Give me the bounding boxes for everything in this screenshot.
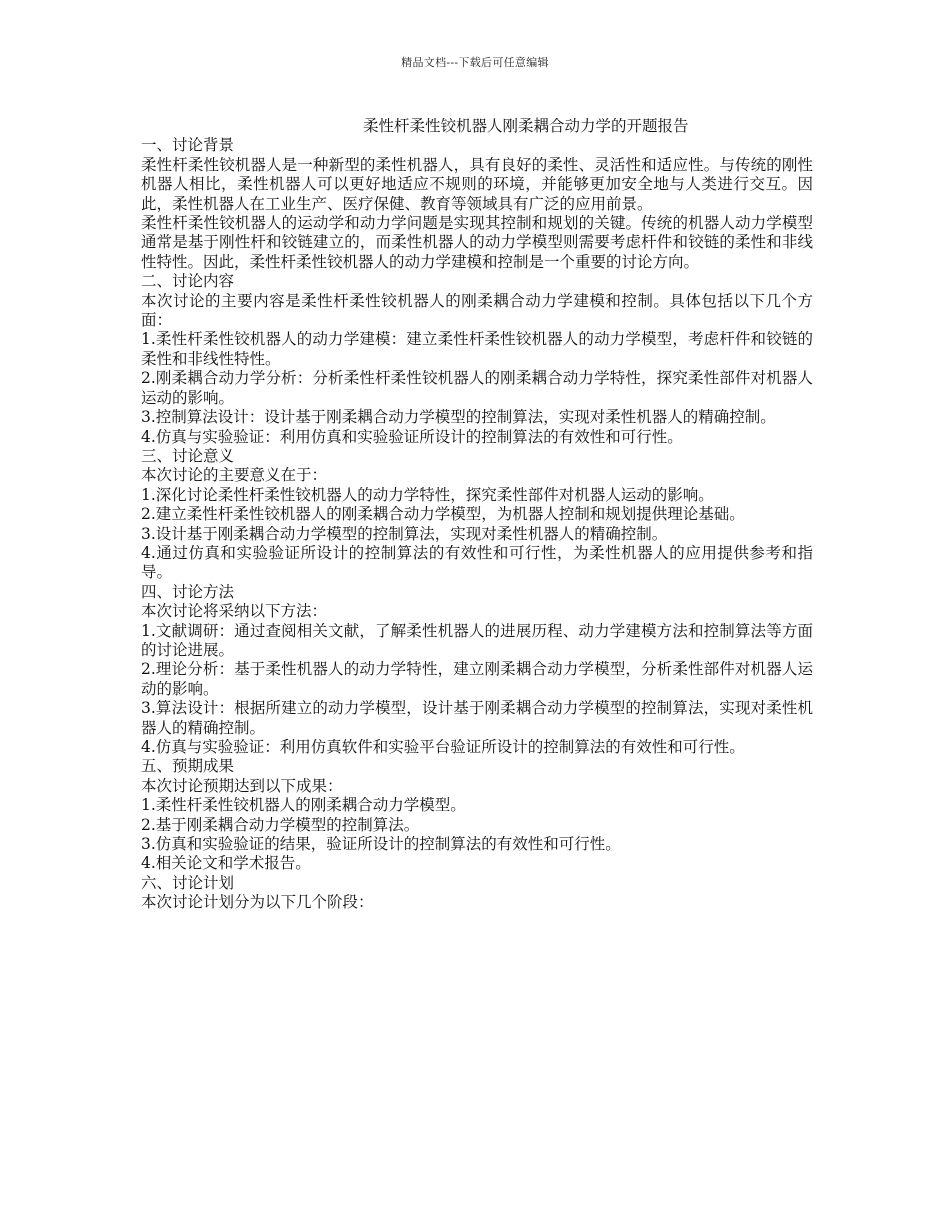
list-item: 3.控制算法设计：设计基于刚柔耦合动力学模型的控制算法，实现对柔性机器人的精确控制。 — [141, 408, 776, 427]
list-item: 1.柔性杆柔性铰机器人的刚柔耦合动力学模型。 — [141, 796, 466, 815]
list-item: 2.建立柔性杆柔性铰机器人的刚柔耦合动力学模型，为机器人控制和规划提供理论基础。 — [141, 505, 745, 524]
list-item: 3.设计基于刚柔耦合动力学模型的控制算法，实现对柔性机器人的精确控制。 — [141, 524, 668, 543]
list-item: 4.仿真与实验验证：利用仿真和实验验证所设计的控制算法的有效性和可行性。 — [141, 427, 683, 446]
list-item: 2.理论分析：基于柔性机器人的动力学特性，建立刚柔耦合动力学模型，分析柔性部件对机器人运动的影响。 — [141, 660, 813, 698]
list-item: 4.相关论文和学术报告。 — [141, 854, 311, 873]
section-heading: 四、讨论方法 — [141, 582, 235, 601]
section-heading: 五、预期成果 — [141, 757, 235, 776]
section-heading: 六、讨论计划 — [141, 873, 235, 892]
section-heading: 一、讨论背景 — [141, 136, 235, 155]
list-item: 1.深化讨论柔性杆柔性铰机器人的动力学特性，探究柔性部件对机器人运动的影响。 — [141, 485, 714, 504]
section-intro: 本次讨论的主要意义在于： — [141, 466, 328, 485]
section-expected-results — [141, 757, 813, 873]
section-methods — [141, 583, 813, 758]
section-intro: 本次讨论将采纳以下方法： — [141, 602, 328, 621]
list-item: 1.文献调研：通过查阅相关文献，了解柔性机器人的进展历程、动力学建模方法和控制算法等方面的讨论进展。 — [141, 621, 813, 659]
section-plan — [141, 874, 813, 913]
list-item: 1.柔性杆柔性铰机器人的动力学建模：建立柔性杆柔性铰机器人的动力学模型，考虑杆件和铰链的柔性和非线性特性。 — [141, 330, 813, 368]
list-item: 2.基于刚柔耦合动力学模型的控制算法。 — [141, 815, 420, 834]
document-body — [141, 117, 813, 913]
list-item: 4.通过仿真和实验验证所设计的控制算法的有效性和可行性，为柔性机器人的应用提供参考和指导。 — [141, 543, 813, 582]
section-significance — [141, 447, 813, 583]
section-heading: 三、讨论意义 — [141, 446, 235, 465]
page-header: 精品文档---下载后可任意编辑 — [401, 56, 549, 69]
section-intro: 本次讨论预期达到以下成果： — [141, 776, 343, 795]
section-intro: 本次讨论的主要内容是柔性杆柔性铰机器人的刚柔耦合动力学建模和控制。具体包括以下几个方面： — [141, 291, 813, 330]
list-item: 4.仿真与实验验证：利用仿真软件和实验平台验证所设计的控制算法的有效性和可行性。 — [141, 738, 745, 756]
list-item: 3.算法设计：根据所建立的动力学模型，设计基于刚柔耦合动力学模型的控制算法，实现对柔性机器人的精确控制。 — [141, 699, 813, 737]
paragraph: 柔性杆柔性铰机器人的运动学和动力学问题是实现其控制和规划的关键。传统的机器人动力学模型通常是基于刚性杆和铰链建立的，而柔性机器人的动力学模型则需要考虑杆件和铰链的柔性和非线性特性。因此，柔性杆柔性铰机器人的动力学建模和控制是一个重要的讨论方向。 — [141, 214, 813, 271]
section-content — [141, 272, 813, 447]
section-background — [141, 136, 813, 272]
paragraph: 柔性杆柔性铰机器人是一种新型的柔性机器人，具有良好的柔性、灵活性和适应性。与传统的刚性机器人相比，柔性机器人可以更好地适应不规则的环境，并能够更加安全地与人类进行交互。因此，柔性机器人在工业生产、医疗保健、教育等领域具有广泛的应用前景。 — [141, 155, 813, 213]
section-heading: 二、讨论内容 — [141, 272, 235, 291]
list-item: 2.刚柔耦合动力学分析：分析柔性杆柔性铰机器人的刚柔耦合动力学特性，探究柔性部件对机器人运动的影响。 — [141, 369, 813, 407]
section-intro: 本次讨论计划分为以下几个阶段： — [141, 893, 374, 912]
document-title: 柔性杆柔性铰机器人刚柔耦合动力学的开题报告 — [363, 117, 689, 135]
list-item: 3.仿真和实验验证的结果，验证所设计的控制算法的有效性和可行性。 — [141, 835, 621, 854]
